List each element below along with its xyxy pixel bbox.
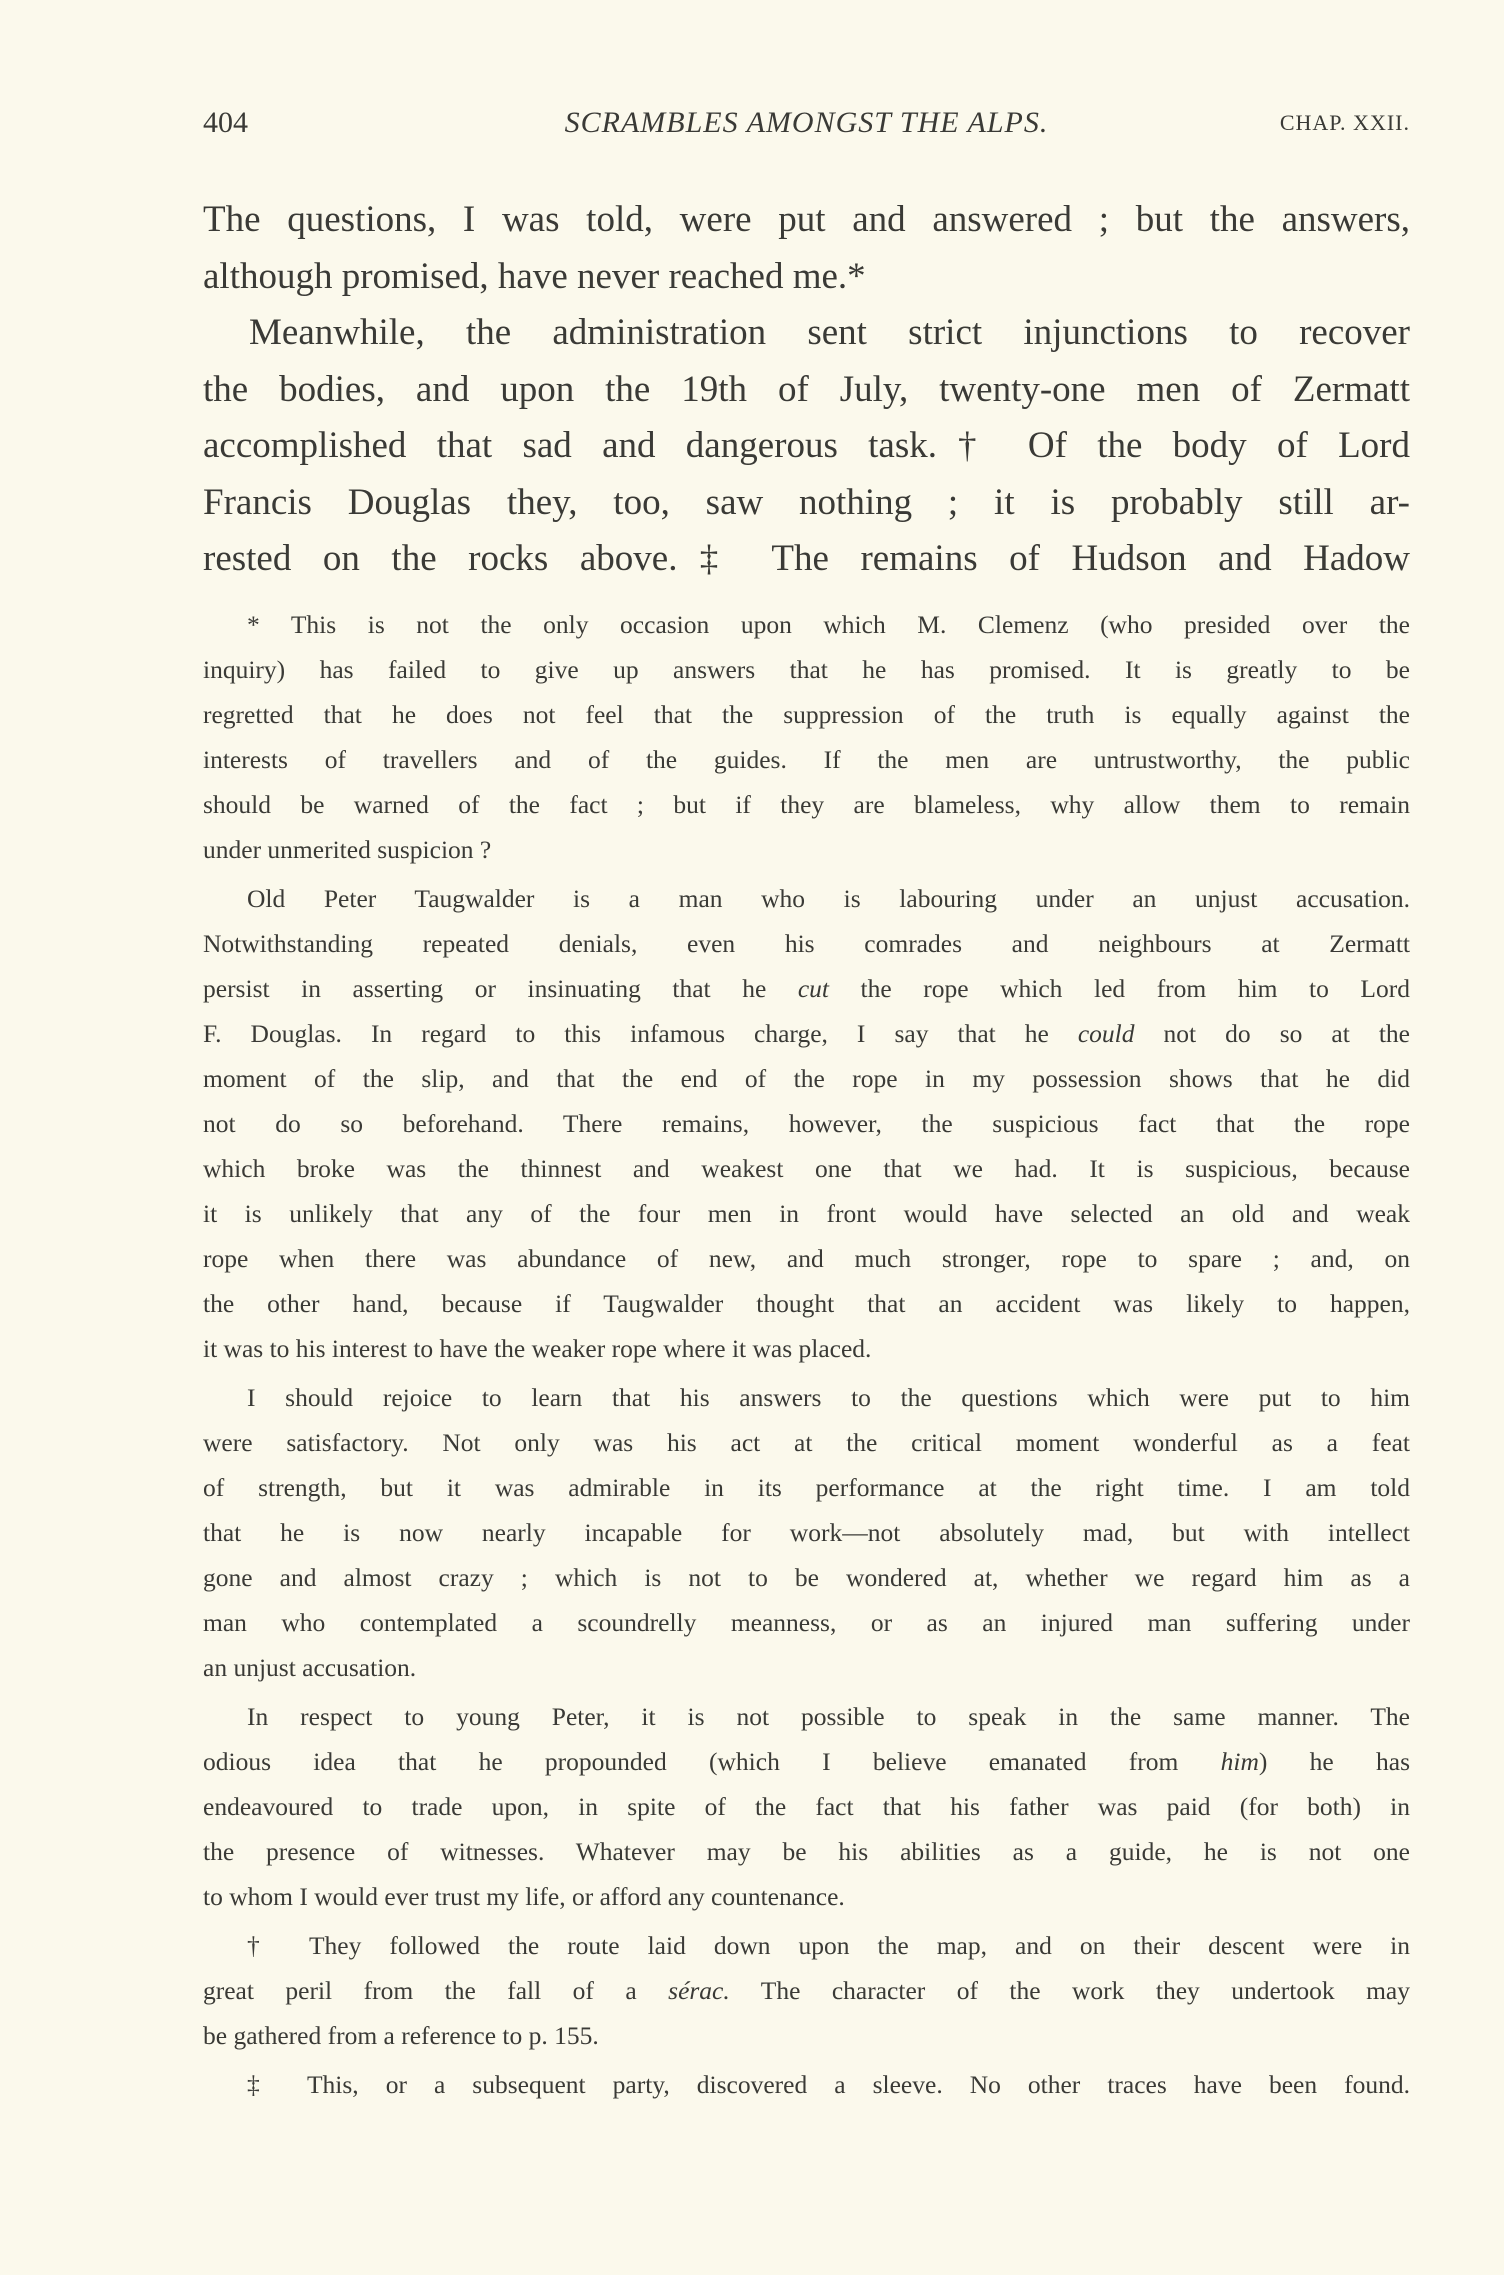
footnote-line: rope when there was abundance of new, and much stronger, rope to spare ; and, on: [203, 1244, 1410, 1273]
footnote-line: man who contemplated a scoundrelly meanness, or as an injured man suffering under: [203, 1608, 1410, 1637]
footnote-line: Old Peter Taugwalder is a man who is labouring under an unjust accusation.: [247, 884, 1410, 913]
footnote-paragraph: [203, 2062, 1410, 2107]
footnote-line: an unjust accusation.: [203, 1653, 417, 1682]
footnote-line: inquiry) has failed to give up answers that he has promised. It is greatly to be: [203, 655, 1410, 684]
footnote-line: interests of travellers and of the guides. If the men are untrustworthy, the public: [203, 745, 1410, 774]
text-segment: the rope which led from him to Lord: [828, 974, 1410, 1003]
running-title: SCRAMBLES AMONGST THE ALPS.: [564, 106, 1049, 139]
footnote-line: † They followed the route laid down upon the map, and on their descent were in: [247, 1931, 1410, 1960]
footnote-paragraph: [203, 1694, 1410, 1919]
text-segment: great peril from the fall of a: [203, 1976, 669, 2005]
body-paragraph: [203, 192, 1410, 305]
footnote-line: to whom I would ever trust my life, or afford any countenance.: [203, 1882, 845, 1911]
italic-text: could: [1077, 1019, 1135, 1048]
footnote-line: it was to his interest to have the weaker rope where it was placed.: [203, 1334, 872, 1363]
running-header: [203, 106, 1410, 146]
footnote-line: which broke was the thinnest and weakest one that we had. It is suspicious, because: [203, 1154, 1410, 1183]
footnote-line: be gathered from a reference to p. 155.: [203, 2021, 599, 2050]
text-segment: persist in asserting or insinuating that he: [203, 974, 798, 1003]
footnote-line: In respect to young Peter, it is not possible to speak in the same manner. The: [247, 1702, 1410, 1731]
footnote-line: regretted that he does not feel that the suppression of the truth is equally against the: [203, 700, 1410, 729]
footnote-line: [203, 1968, 1410, 2013]
text-segment: not do so at the: [1134, 1019, 1410, 1048]
footnote-line: I should rejoice to learn that his answers to the questions which were put to him: [247, 1383, 1410, 1412]
body-line: Francis Douglas they, too, saw nothing ; it is probably still ar-: [203, 481, 1410, 523]
footnote-line: under unmerited suspicion ?: [203, 835, 492, 864]
footnote-line: were satisfactory. Not only was his act at the critical moment wonderful as a feat: [203, 1428, 1410, 1457]
footnote-line: of strength, but it was admirable in its performance at the right time. I am told: [203, 1473, 1410, 1502]
footnote-paragraph: [203, 876, 1410, 1371]
footnote-line: [203, 1011, 1410, 1056]
footnote-line: ‡ This, or a subsequent party, discovered a sleeve. No other traces have been found.: [247, 2070, 1410, 2099]
footnote-line: endeavoured to trade upon, in spite of the fact that his father was paid (for both) in: [203, 1792, 1410, 1821]
footnote-line: the other hand, because if Taugwalder thought that an accident was likely to happen,: [203, 1289, 1410, 1318]
text-segment: odious idea that he propounded (which I believe emanated from: [203, 1747, 1221, 1776]
footnote-paragraph: [203, 1923, 1410, 2058]
footnote-line: that he is now nearly incapable for work—not absolutely mad, but with intellect: [203, 1518, 1410, 1547]
italic-text: sérac.: [668, 1976, 730, 2005]
footnotes: [203, 602, 1410, 2111]
italic-text: cut: [797, 974, 829, 1003]
text-segment: ) he has: [1258, 1747, 1410, 1776]
page-number: 404: [203, 106, 248, 139]
body-paragraph: [203, 305, 1410, 588]
body-line: Meanwhile, the administration sent strict injunctions to recover: [249, 312, 1410, 353]
footnote-line: [203, 1739, 1410, 1784]
footnote-paragraph: [203, 602, 1410, 872]
footnote-line: * This is not the only occasion upon which M. Clemenz (who presided over the: [247, 610, 1410, 639]
body-line: although promised, have never reached me.*: [203, 255, 866, 297]
text-segment: F. Douglas. In regard to this infamous charge, I say that he: [203, 1019, 1078, 1048]
text-segment: The character of the work they undertook may: [729, 1976, 1410, 2005]
footnote-line: not do so beforehand. There remains, however, the suspicious fact that the rope: [203, 1109, 1410, 1138]
footnote-line: it is unlikely that any of the four men in front would have selected an old and weak: [203, 1199, 1410, 1228]
footnote-line: [203, 966, 1410, 1011]
footnote-line: should be warned of the fact ; but if they are blameless, why allow them to remain: [203, 790, 1410, 819]
body-line: the bodies, and upon the 19th of July, twenty-one men of Zermatt: [203, 368, 1410, 410]
italic-text: him: [1220, 1747, 1259, 1776]
body-line: accomplished that sad and dangerous task.† Of the body of Lord: [203, 425, 1410, 466]
footnote-line: Notwithstanding repeated denials, even his comrades and neighbours at Zermatt: [203, 929, 1410, 958]
footnote-paragraph: [203, 1375, 1410, 1690]
main-text: [203, 192, 1410, 588]
footnote-line: the presence of witnesses. Whatever may be his abilities as a guide, he is not one: [203, 1837, 1410, 1866]
footnote-line: moment of the slip, and that the end of the rope in my possession shows that he did: [203, 1064, 1410, 1093]
chapter-label: CHAP. XXII.: [1279, 110, 1410, 135]
body-line: rested on the rocks above.‡ The remains of Hudson and Hadow: [203, 538, 1410, 579]
footnote-line: gone and almost crazy ; which is not to be wondered at, whether we regard him as a: [203, 1563, 1410, 1592]
body-line: The questions, I was told, were put and answered ; but the answers,: [203, 199, 1410, 240]
